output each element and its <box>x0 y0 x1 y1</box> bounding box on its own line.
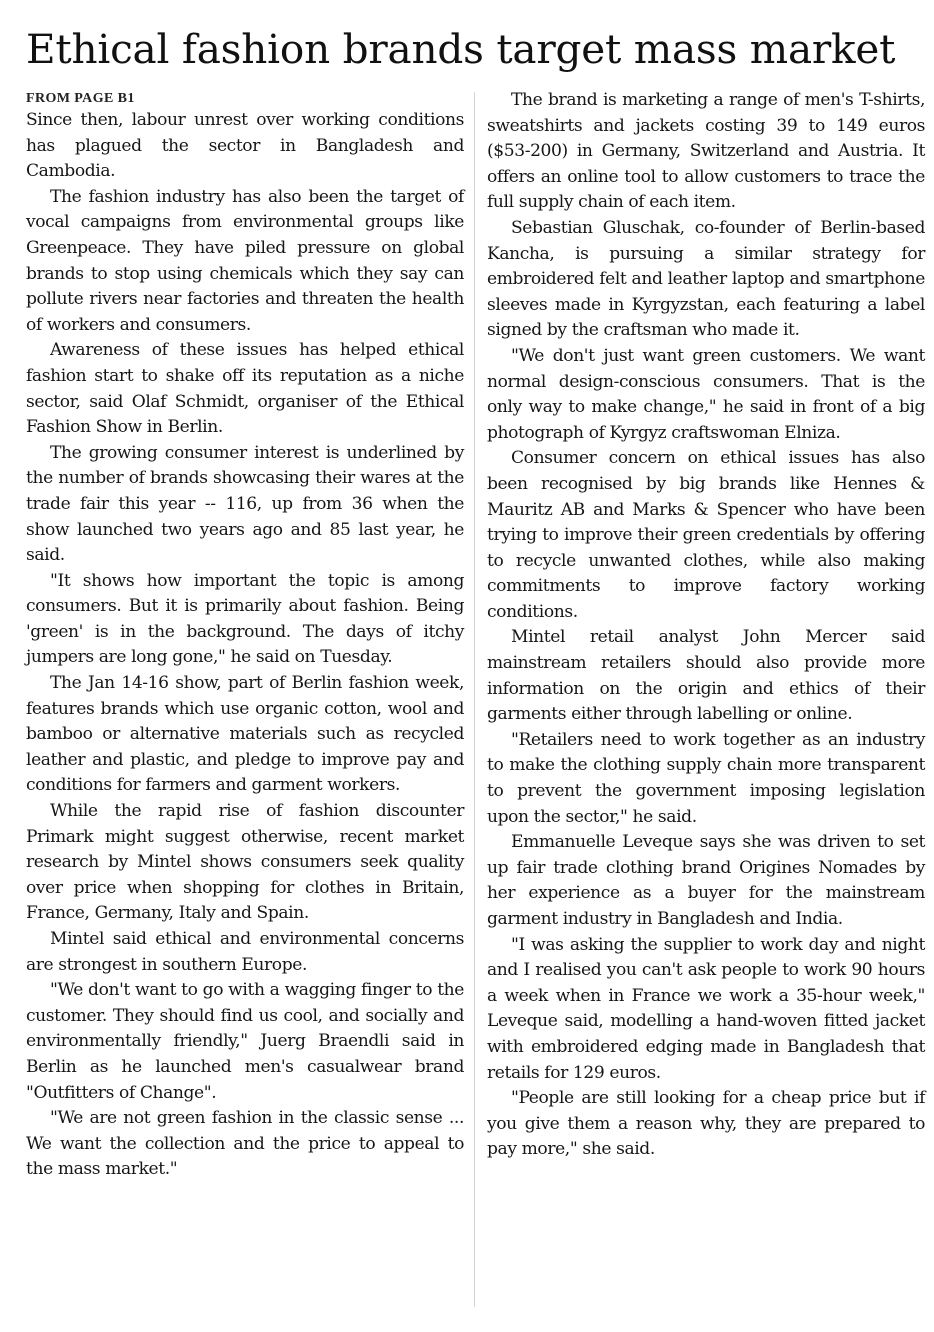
paragraph: "We don't want to go with a wagging finger to the customer. They should find us cool, and socially and environmentally friendly," Juerg Braendli said in Berlin as he launched men's casualwear brand "Outfitters of Change". <box>26 980 464 1103</box>
paragraph: The brand is marketing a range of men's T-shirts, sweatshirts and jackets costing 39 to 149 euros ($53-200) in Germany, Switzerland and Austria. It offers an online tool to allow customers to trace the full supply chain of each item. <box>487 90 925 213</box>
article-column-right <box>487 88 925 1163</box>
paragraph: "We are not green fashion in the classic sense ... We want the collection and the price to appeal to the mass market." <box>26 1108 464 1180</box>
paragraph: Mintel said ethical and environmental concerns are strongest in southern Europe. <box>26 929 464 975</box>
paragraph: "I was asking the supplier to work day and night and I realised you can't ask people to work 90 hours a week when in France we work a 35-hour week," Leveque said, modelling a hand-woven fitted jacket with embroidered edging made in Bangladesh that retails for 129 euros. <box>487 934 925 1083</box>
paragraph: "People are still looking for a cheap price but if you give them a reason why, they are prepared to pay more," she said. <box>487 1088 925 1160</box>
paragraph: The fashion industry has also been the target of vocal campaigns from environmental groups like Greenpeace. They have piled pressure on global brands to stop using chemicals which they say can pollute rivers near factories and threaten the health of workers and consumers. <box>26 186 464 335</box>
paragraph: While the rapid rise of fashion discounter Primark might suggest otherwise, recent market research by Mintel shows consumers seek quality over price when shopping for clothes in Britain, France, Germany, Italy and Spain. <box>26 801 464 924</box>
paragraph: Consumer concern on ethical issues has also been recognised by big brands like Hennes & Mauritz AB and Marks & Spencer who have been trying to improve their green credentials by offering to recycle unwanted clothes, while also making commitments to improve factory working conditions. <box>487 448 925 622</box>
paragraph: The Jan 14-16 show, part of Berlin fashion week, features brands which use organic cotton, wool and bamboo or alternative materials such as recycled leather and plastic, and pledge to improve pay and conditions for farmers and garment workers. <box>26 673 464 796</box>
paragraph: "Retailers need to work together as an industry to make the clothing supply chain more transparent to prevent the government imposing legislation upon the sector," he said. <box>487 729 925 827</box>
article-column-left <box>26 108 464 1183</box>
paragraph: Since then, labour unrest over working conditions has plagued the sector in Bangladesh and Cambodia. <box>26 110 464 182</box>
paragraph: "It shows how important the topic is among consumers. But it is primarily about fashion. Being 'green' is in the background. The days of itchy jumpers are long gone," he said on Tuesday. <box>26 570 464 668</box>
paragraph: Emmanuelle Leveque says she was driven to set up fair trade clothing brand Origines Nomades by her experience as a buyer for the mainstream garment industry in Bangladesh and India. <box>487 832 925 929</box>
column-divider <box>474 92 475 1307</box>
paragraph: "We don't just want green customers. We want normal design-conscious consumers. That is the only way to make change," he said in front of a big photograph of Kyrgyz craftswoman Elniza. <box>487 345 925 443</box>
paragraph: Mintel retail analyst John Mercer said mainstream retailers should also provide more information on the origin and ethics of their garments either through labelling or online. <box>487 627 925 725</box>
paragraph: The growing consumer interest is underlined by the number of brands showcasing their wares at the trade fair this year -- 116, up from 36 when the show launched two years ago and 85 last year, he said. <box>26 442 464 566</box>
paragraph: Awareness of these issues has helped ethical fashion start to shake off its reputation as a niche sector, said Olaf Schmidt, organiser of the Ethical Fashion Show in Berlin. <box>26 340 464 438</box>
paragraph: Sebastian Gluschak, co-founder of Berlin-based Kancha, is pursuing a similar strategy for embroidered felt and leather laptop and smartphone sleeves made in Kyrgyzstan, each featuring a label signed by the craftsman who made it. <box>487 217 925 341</box>
article-headline: Ethical fashion brands target mass market <box>26 25 896 73</box>
jump-line: FROM PAGE B1 <box>26 91 135 106</box>
